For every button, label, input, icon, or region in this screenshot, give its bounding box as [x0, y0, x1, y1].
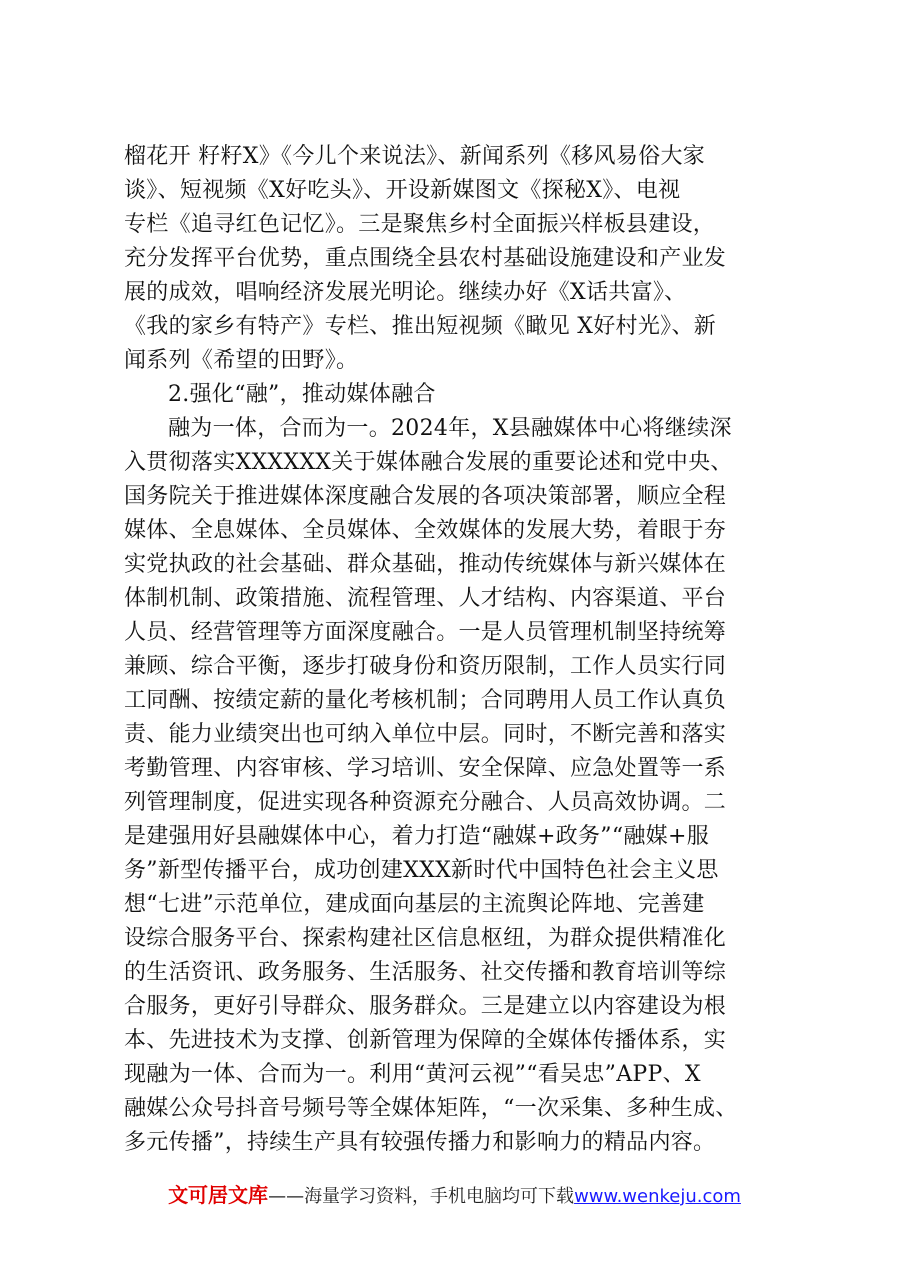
text-line: 列管理制度，促进实现各种资源充分融合、人员高效协调。二: [124, 790, 727, 815]
text-line: 闻系列《希望的田野》。: [124, 348, 359, 373]
text-line: 本、先进技术为支撑、创新管理为保障的全媒体传播体系，实: [124, 1028, 727, 1053]
text-line: 《我的家乡有特产》专栏、推出短视频《瞰见 X好村光》、新: [124, 314, 717, 339]
text-line: 榴花开 籽籽X》《今儿个来说法》、新闻系列《移风易俗大家: [124, 144, 706, 169]
footer-link[interactable]: www.wenkeju.com: [574, 1186, 741, 1207]
text-line: 融媒公众号抖音号频号等全媒体矩阵，“一次采集、多种生成、: [124, 1096, 738, 1121]
text-line: 体制机制、政策措施、流程管理、人才结构、内容渠道、平台: [124, 586, 727, 611]
text-line: 工同酬、按绩定薪的量化考核机制；合同聘用人员工作认真负: [124, 688, 727, 713]
document-body: [124, 140, 796, 1160]
text-line: 人员、经营管理等方面深度融合。一是人员管理机制坚持统筹: [124, 620, 727, 645]
text-line: 是建强用好县融媒体中心，着力打造“融媒+政务”“融媒+服: [124, 824, 710, 849]
text-line: 兼顾、综合平衡，逐步打破身份和资历限制，工作人员实行同: [124, 654, 727, 679]
text-line: 务”新型传播平台，成功创建XXX新时代中国特色社会主义思: [124, 858, 719, 883]
footer-banner: [0, 1182, 909, 1210]
footer-brand: 文可居文库: [168, 1183, 269, 1207]
text-line: 实党执政的社会基础、群众基础，推动传统媒体与新兴媒体在: [124, 552, 727, 577]
text-line: 国务院关于推进媒体深度融合发展的各项决策部署，顺应全程: [124, 484, 727, 509]
text-line: 的生活资讯、政务服务、生活服务、社交传播和教育培训等综: [124, 960, 727, 985]
text-line: 想“七进”示范单位，建成面向基层的主流舆论阵地、完善建: [124, 892, 705, 917]
text-line: 入贯彻落实XXXXXX关于媒体融合发展的重要论述和党中央、: [124, 450, 733, 475]
footer-separator: ——: [268, 1186, 305, 1207]
text-line: 融为一体，合而为一。2024年，X县融媒体中心将继续深: [168, 416, 732, 441]
text-line: 专栏《追寻红色记忆》。三是聚焦乡村全面振兴样板县建设，: [124, 212, 716, 237]
text-line: 责、能力业绩突出也可纳入单位中层。同时，不断完善和落实: [124, 722, 727, 747]
text-line: 充分发挥平台优势，重点围绕全县农村基础设施建设和产业发: [124, 246, 727, 271]
text-line: 设综合服务平台、探索构建社区信息枢纽，为群众提供精准化: [124, 926, 727, 951]
text-line: 谈》、短视频《X好吃头》、开设新媒图文《探秘X》、电视: [124, 178, 681, 203]
text-line: 多元传播”，持续生产具有较强传播力和影响力的精品内容。: [124, 1130, 716, 1155]
text-line: 展的成效，唱响经济发展光明论。继续办好《X话共富》、: [124, 280, 687, 305]
footer-slogan: 海量学习资料，手机电脑均可下载: [304, 1186, 575, 1207]
text-line: 现融为一体、合而为一。利用“黄河云视”“看吴忠”APP、X: [124, 1062, 701, 1087]
text-line: 考勤管理、内容审核、学习培训、安全保障、应急处置等一系: [124, 756, 727, 781]
text-line: 媒体、全息媒体、全员媒体、全效媒体的发展大势，着眼于夯: [124, 518, 727, 543]
text-line: 2.强化“融”，推动媒体融合: [168, 382, 436, 407]
text-line: 合服务，更好引导群众、服务群众。三是建立以内容建设为根: [124, 994, 727, 1019]
